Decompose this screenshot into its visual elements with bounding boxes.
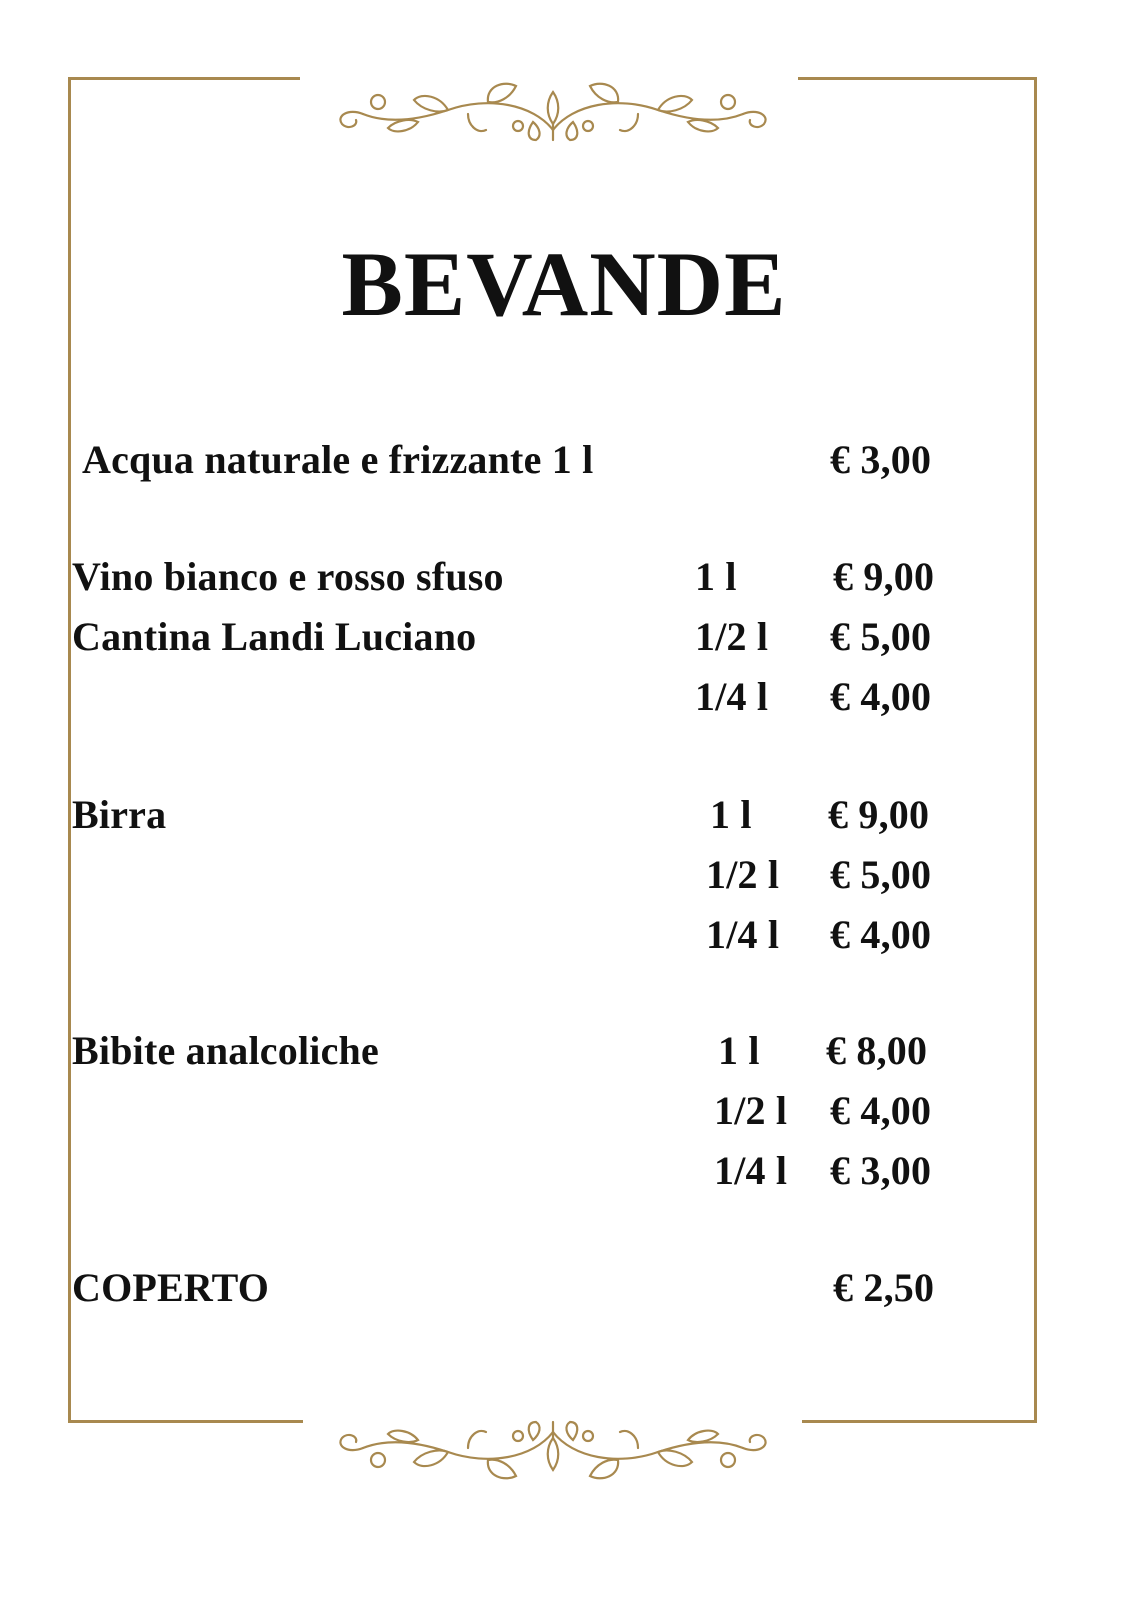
- frame-bottom-left: [68, 1420, 303, 1423]
- floral-ornament-icon: [318, 1416, 788, 1488]
- item-size-birra-quarter: 1/4 l: [706, 912, 780, 957]
- item-price-vino-half: € 5,00: [830, 614, 932, 659]
- item-price-bibite-quarter: € 3,00: [830, 1148, 932, 1193]
- item-price-birra-1l: € 9,00: [828, 792, 930, 837]
- item-price-vino-quarter: € 4,00: [830, 674, 932, 719]
- item-price-coperto: € 2,50: [833, 1265, 935, 1310]
- item-size-birra-half: 1/2 l: [706, 852, 780, 897]
- item-name-acqua: Acqua naturale e frizzante 1 l: [82, 437, 594, 482]
- item-price-bibite-1l: € 8,00: [826, 1028, 928, 1073]
- item-price-vino-1l: € 9,00: [833, 554, 935, 599]
- item-name-birra: Birra: [72, 792, 167, 837]
- item-price-birra-half: € 5,00: [830, 852, 932, 897]
- item-subname-vino: Cantina Landi Luciano: [72, 614, 477, 659]
- item-size-bibite-1l: 1 l: [718, 1028, 760, 1073]
- page-title: BEVANDE: [341, 233, 787, 335]
- item-size-vino-quarter: 1/4 l: [695, 674, 769, 719]
- floral-ornament-icon: [318, 74, 788, 146]
- frame-top-right: [798, 77, 1037, 80]
- item-name-bibite: Bibite analcoliche: [72, 1028, 379, 1073]
- item-size-vino-1l: 1 l: [695, 554, 737, 599]
- frame-bottom-right: [802, 1420, 1037, 1423]
- item-size-birra-1l: 1 l: [710, 792, 752, 837]
- item-size-vino-half: 1/2 l: [695, 614, 769, 659]
- item-price-birra-quarter: € 4,00: [830, 912, 932, 957]
- item-size-bibite-half: 1/2 l: [714, 1088, 788, 1133]
- item-price-bibite-half: € 4,00: [830, 1088, 932, 1133]
- item-size-bibite-quarter: 1/4 l: [714, 1148, 788, 1193]
- frame-top-left: [68, 77, 300, 80]
- item-price-acqua: € 3,00: [830, 437, 932, 482]
- item-name-coperto: COPERTO: [72, 1265, 270, 1310]
- item-name-vino: Vino bianco e rosso sfuso: [72, 554, 504, 599]
